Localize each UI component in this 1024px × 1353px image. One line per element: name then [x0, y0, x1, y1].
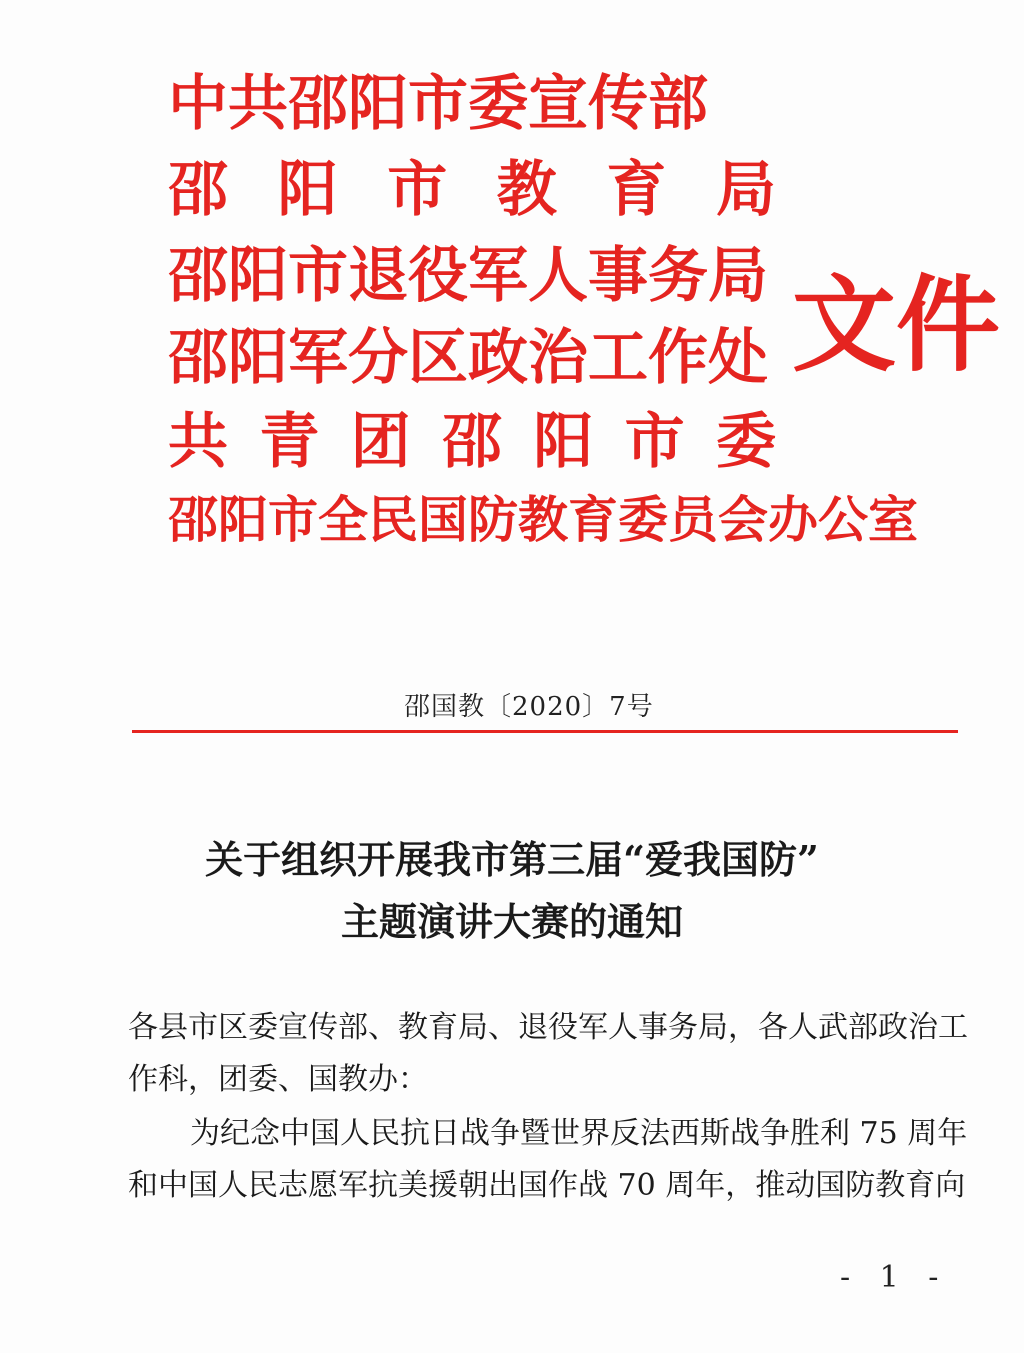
- page-number: - 1 -: [840, 1260, 949, 1295]
- red-divider: [132, 730, 958, 733]
- title-line-2: 主题演讲大赛的通知: [340, 899, 683, 944]
- issuer-line-5: 共 青 团 邵 阳 市 委: [168, 407, 776, 477]
- issuer-line-1: 中共邵阳市委宣传部: [168, 69, 708, 139]
- addressee-line-2: 作科，团委、国教办：: [128, 1062, 428, 1097]
- paragraph-1-line-1: 为纪念中国人民抗日战争暨世界反法西斯战争胜利 75 周年: [190, 1116, 968, 1151]
- issuer-line-6: 邵阳市全民国防教育委员会办公室: [168, 490, 918, 549]
- document-label: 文件: [792, 263, 1001, 386]
- issuer-line-3: 邵阳市退役军人事务局: [168, 241, 768, 311]
- issuer-line-2: 邵 阳 市 教 育 局: [168, 155, 776, 225]
- addressee-line-1: 各县市区委宣传部、教育局、退役军人事务局，各人武部政治工: [128, 1010, 968, 1045]
- title-line-1: 关于组织开展我市第三届“爱我国防”: [205, 837, 819, 882]
- document-number: 邵国教〔2020〕7号: [404, 692, 654, 722]
- paragraph-1-line-2: 和中国人民志愿军抗美援朝出国作战 70 周年，推动国防教育向: [128, 1168, 966, 1203]
- issuer-line-4: 邵阳军分区政治工作处: [168, 323, 768, 393]
